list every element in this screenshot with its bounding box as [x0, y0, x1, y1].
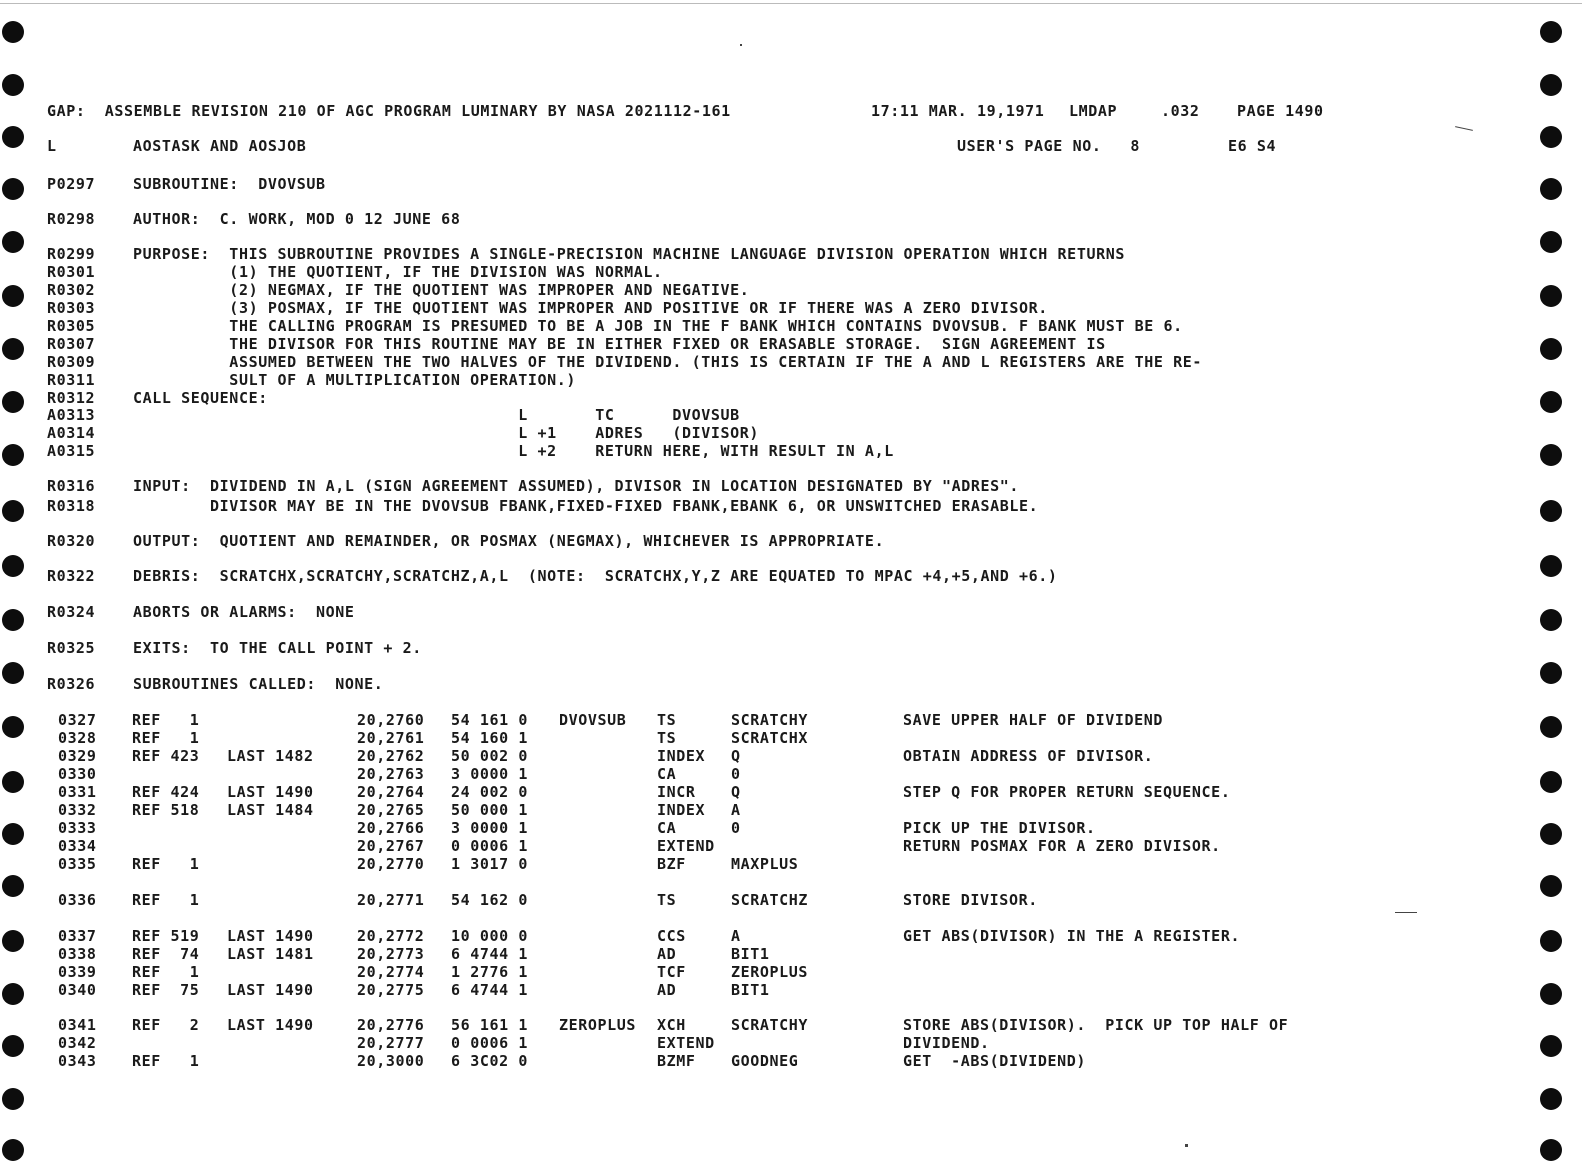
- feed-hole: [1540, 716, 1562, 738]
- feed-hole: [1540, 231, 1562, 253]
- feed-hole: [1540, 178, 1562, 200]
- comment-text: PURPOSE: THIS SUBROUTINE PROVIDES A SINGLE-PRECISION MACHINE LANGUAGE DIVISION OPERATION WHICH RETURNS: [133, 245, 1125, 263]
- opcode: BZF: [657, 855, 686, 873]
- octal-word: 50 000 1: [451, 801, 529, 819]
- feed-hole: [2, 338, 24, 360]
- opcode: INCR: [657, 783, 696, 801]
- feed-hole: [1540, 1088, 1562, 1110]
- ref-count: REF 1: [132, 891, 200, 909]
- address: 20,2777: [357, 1034, 425, 1052]
- comment-text: (1) THE QUOTIENT, IF THE DIVISION WAS NORMAL.: [133, 263, 663, 281]
- octal-word: 54 162 0: [451, 891, 529, 909]
- ref-count: REF 1: [132, 1052, 200, 1070]
- feed-hole: [1540, 1139, 1562, 1161]
- code-comment: STEP Q FOR PROPER RETURN SEQUENCE.: [903, 783, 1231, 801]
- address: 20,3000: [357, 1052, 425, 1070]
- feed-hole: [1540, 930, 1562, 952]
- section-title: AOSTASK AND AOSJOB: [133, 137, 307, 155]
- octal-word: 6 4744 1: [451, 981, 529, 999]
- comment-text: ABORTS OR ALARMS: NONE: [133, 603, 355, 621]
- operand: A: [731, 927, 741, 945]
- comment-text: L +2 RETURN HERE, WITH RESULT IN A,L: [133, 442, 894, 460]
- code-line-number: 0330: [58, 765, 97, 783]
- line-id: R0325: [47, 639, 96, 657]
- octal-word: 3 0000 1: [451, 765, 529, 783]
- last-ref: LAST 1482: [227, 747, 314, 765]
- comment-text: (2) NEGMAX, IF THE QUOTIENT WAS IMPROPER AND NEGATIVE.: [133, 281, 750, 299]
- opcode: TS: [657, 711, 677, 729]
- address: 20,2775: [357, 981, 425, 999]
- feed-hole: [1540, 285, 1562, 307]
- address: 20,2765: [357, 801, 425, 819]
- last-ref: LAST 1490: [227, 1016, 314, 1034]
- feed-hole: [1540, 555, 1562, 577]
- feed-hole: [2, 74, 24, 96]
- line-id: R0305: [47, 317, 96, 335]
- feed-hole: [2, 500, 24, 522]
- print-speck: [1185, 1144, 1188, 1147]
- octal-word: 1 3017 0: [451, 855, 529, 873]
- code-label: DVOVSUB: [559, 711, 627, 729]
- line-id: A0315: [47, 442, 96, 460]
- octal-word: 0 0006 1: [451, 837, 529, 855]
- feed-hole: [2, 126, 24, 148]
- operand: 0: [731, 765, 741, 783]
- operand: GOODNEG: [731, 1052, 799, 1070]
- code-line-number: 0329: [58, 747, 97, 765]
- code-comment: STORE DIVISOR.: [903, 891, 1038, 909]
- last-ref: LAST 1490: [227, 981, 314, 999]
- operand: 0: [731, 819, 741, 837]
- feed-hole: [1540, 1035, 1562, 1057]
- operand: SCRATCHY: [731, 711, 809, 729]
- line-id: R0298: [47, 210, 96, 228]
- feed-hole: [1540, 823, 1562, 845]
- feed-hole: [2, 444, 24, 466]
- line-id: R0309: [47, 353, 96, 371]
- code-line-number: 0339: [58, 963, 97, 981]
- octal-word: 0 0006 1: [451, 1034, 529, 1052]
- feed-hole: [1540, 500, 1562, 522]
- octal-word: 50 002 0: [451, 747, 529, 765]
- line-id: R0318: [47, 497, 96, 515]
- feed-hole: [1540, 338, 1562, 360]
- address: 20,2774: [357, 963, 425, 981]
- opcode: XCH: [657, 1016, 686, 1034]
- line-id: R0326: [47, 675, 96, 693]
- octal-word: 54 161 0: [451, 711, 529, 729]
- opcode: AD: [657, 945, 677, 963]
- opcode: BZMF: [657, 1052, 696, 1070]
- address: 20,2760: [357, 711, 425, 729]
- last-ref: LAST 1490: [227, 927, 314, 945]
- line-id: A0313: [47, 406, 96, 424]
- code-line-number: 0342: [58, 1034, 97, 1052]
- operand: SCRATCHY: [731, 1016, 809, 1034]
- line-id: R0320: [47, 532, 96, 550]
- address: 20,2764: [357, 783, 425, 801]
- header-page: PAGE 1490: [1237, 102, 1324, 120]
- print-speck: [740, 44, 742, 46]
- header-title: GAP: ASSEMBLE REVISION 210 OF AGC PROGRAM LUMINARY BY NASA 2021112-161: [47, 102, 731, 120]
- operand: BIT1: [731, 981, 770, 999]
- operand: BIT1: [731, 945, 770, 963]
- code-line-number: 0335: [58, 855, 97, 873]
- opcode: TS: [657, 891, 677, 909]
- user-page-number: USER'S PAGE NO. 8: [957, 137, 1140, 155]
- code-line-number: 0332: [58, 801, 97, 819]
- comment-text: CALL SEQUENCE:: [133, 389, 268, 407]
- code-line-number: 0337: [58, 927, 97, 945]
- address: 20,2767: [357, 837, 425, 855]
- feed-hole: [1540, 983, 1562, 1005]
- line-id: R0299: [47, 245, 96, 263]
- paper-edge: [0, 3, 1582, 4]
- feed-hole: [2, 609, 24, 631]
- last-ref: LAST 1490: [227, 783, 314, 801]
- comment-text: (3) POSMAX, IF THE QUOTIENT WAS IMPROPER AND POSITIVE OR IF THERE WAS A ZERO DIVISOR.: [133, 299, 1048, 317]
- line-id: P0297: [47, 175, 96, 193]
- opcode: CCS: [657, 927, 686, 945]
- comment-text: SUBROUTINE: DVOVSUB: [133, 175, 326, 193]
- line-id: R0322: [47, 567, 96, 585]
- feed-hole: [2, 21, 24, 43]
- address: 20,2763: [357, 765, 425, 783]
- ref-count: REF 75: [132, 981, 200, 999]
- opcode: TCF: [657, 963, 686, 981]
- line-id: R0302: [47, 281, 96, 299]
- feed-hole: [1540, 126, 1562, 148]
- address: 20,2770: [357, 855, 425, 873]
- octal-word: 56 161 1: [451, 1016, 529, 1034]
- code-line-number: 0327: [58, 711, 97, 729]
- line-id: R0312: [47, 389, 96, 407]
- operand: SCRATCHX: [731, 729, 809, 747]
- address: 20,2762: [357, 747, 425, 765]
- line-id: R0303: [47, 299, 96, 317]
- ref-count: REF 2: [132, 1016, 200, 1034]
- opcode: AD: [657, 981, 677, 999]
- feed-hole: [2, 285, 24, 307]
- feed-hole: [2, 1088, 24, 1110]
- code-line-number: 0333: [58, 819, 97, 837]
- operand: Q: [731, 747, 741, 765]
- octal-word: 6 3C02 0: [451, 1052, 529, 1070]
- comment-text: DEBRIS: SCRATCHX,SCRATCHY,SCRATCHZ,A,L (NOTE: SCRATCHX,Y,Z ARE EQUATED TO MPAC +4,+5,AND +6.): [133, 567, 1058, 585]
- code-comment: STORE ABS(DIVISOR). PICK UP TOP HALF OF: [903, 1016, 1289, 1034]
- feed-hole: [1540, 609, 1562, 631]
- feed-hole: [2, 930, 24, 952]
- address: 20,2776: [357, 1016, 425, 1034]
- comment-text: ASSUMED BETWEEN THE TWO HALVES OF THE DIVIDEND. (THIS IS CERTAIN IF THE A AND L REGISTERS ARE THE RE-: [133, 353, 1203, 371]
- code-line-number: 0336: [58, 891, 97, 909]
- address: 20,2766: [357, 819, 425, 837]
- section-letter: L: [47, 137, 57, 155]
- feed-hole: [1540, 21, 1562, 43]
- code-label: ZEROPLUS: [559, 1016, 637, 1034]
- opcode: CA: [657, 765, 677, 783]
- feed-hole: [2, 662, 24, 684]
- operand: Q: [731, 783, 741, 801]
- line-id: R0311: [47, 371, 96, 389]
- code-line-number: 0341: [58, 1016, 97, 1034]
- ref-count: REF 518: [132, 801, 200, 819]
- line-id: R0301: [47, 263, 96, 281]
- header-version: .032: [1161, 102, 1200, 120]
- feed-hole: [2, 1139, 24, 1161]
- feed-hole: [2, 231, 24, 253]
- header-lmdap: LMDAP: [1069, 102, 1118, 120]
- comment-text: EXITS: TO THE CALL POINT + 2.: [133, 639, 422, 657]
- code-line-number: 0331: [58, 783, 97, 801]
- feed-hole: [1540, 771, 1562, 793]
- ref-count: REF 423: [132, 747, 200, 765]
- code-comment: RETURN POSMAX FOR A ZERO DIVISOR.: [903, 837, 1221, 855]
- opcode: INDEX: [657, 747, 706, 765]
- feed-hole: [2, 716, 24, 738]
- comment-text: SULT OF A MULTIPLICATION OPERATION.): [133, 371, 577, 389]
- octal-word: 10 000 0: [451, 927, 529, 945]
- feed-hole: [2, 771, 24, 793]
- ref-count: REF 519: [132, 927, 200, 945]
- comment-text: OUTPUT: QUOTIENT AND REMAINDER, OR POSMAX (NEGMAX), WHICHEVER IS APPROPRIATE.: [133, 532, 885, 550]
- feed-hole: [1540, 875, 1562, 897]
- code-comment: DIVIDEND.: [903, 1034, 990, 1052]
- octal-word: 1 2776 1: [451, 963, 529, 981]
- code-line-number: 0343: [58, 1052, 97, 1070]
- code-line-number: 0338: [58, 945, 97, 963]
- feed-hole: [2, 875, 24, 897]
- comment-text: SUBROUTINES CALLED: NONE.: [133, 675, 384, 693]
- address: 20,2773: [357, 945, 425, 963]
- address: 20,2761: [357, 729, 425, 747]
- opcode: CA: [657, 819, 677, 837]
- code-comment: GET ABS(DIVISOR) IN THE A REGISTER.: [903, 927, 1241, 945]
- header-code: E6 S4: [1228, 137, 1277, 155]
- comment-text: DIVISOR MAY BE IN THE DVOVSUB FBANK,FIXED-FIXED FBANK,EBANK 6, OR UNSWITCHED ERASABLE.: [133, 497, 1039, 515]
- opcode: EXTEND: [657, 837, 715, 855]
- code-line-number: 0340: [58, 981, 97, 999]
- print-speck: [1395, 912, 1417, 913]
- line-id: R0316: [47, 477, 96, 495]
- feed-hole: [2, 983, 24, 1005]
- comment-text: INPUT: DIVIDEND IN A,L (SIGN AGREEMENT ASSUMED), DIVISOR IN LOCATION DESIGNATED BY "ADRES".: [133, 477, 1020, 495]
- code-comment: GET -ABS(DIVIDEND): [903, 1052, 1086, 1070]
- address: 20,2771: [357, 891, 425, 909]
- code-line-number: 0334: [58, 837, 97, 855]
- ref-count: REF 1: [132, 963, 200, 981]
- operand: ZEROPLUS: [731, 963, 809, 981]
- octal-word: 24 002 0: [451, 783, 529, 801]
- header-timestamp: 17:11 MAR. 19,1971: [871, 102, 1045, 120]
- feed-hole: [2, 391, 24, 413]
- octal-word: 3 0000 1: [451, 819, 529, 837]
- comment-text: L +1 ADRES (DIVISOR): [133, 424, 759, 442]
- feed-hole: [1540, 662, 1562, 684]
- code-comment: OBTAIN ADDRESS OF DIVISOR.: [903, 747, 1154, 765]
- code-line-number: 0328: [58, 729, 97, 747]
- comment-text: L TC DVOVSUB: [133, 406, 740, 424]
- feed-hole: [1540, 444, 1562, 466]
- octal-word: 6 4744 1: [451, 945, 529, 963]
- feed-hole: [2, 823, 24, 845]
- last-ref: LAST 1484: [227, 801, 314, 819]
- comment-text: AUTHOR: C. WORK, MOD 0 12 JUNE 68: [133, 210, 461, 228]
- feed-hole: [2, 1035, 24, 1057]
- opcode: INDEX: [657, 801, 706, 819]
- octal-word: 54 160 1: [451, 729, 529, 747]
- ref-count: REF 74: [132, 945, 200, 963]
- comment-text: THE CALLING PROGRAM IS PRESUMED TO BE A JOB IN THE F BANK WHICH CONTAINS DVOVSUB. F BANK MUST BE 6.: [133, 317, 1183, 335]
- operand: SCRATCHZ: [731, 891, 809, 909]
- line-id: R0324: [47, 603, 96, 621]
- ref-count: REF 1: [132, 855, 200, 873]
- ref-count: REF 424: [132, 783, 200, 801]
- ref-count: REF 1: [132, 729, 200, 747]
- feed-hole: [2, 555, 24, 577]
- code-comment: SAVE UPPER HALF OF DIVIDEND: [903, 711, 1164, 729]
- feed-hole: [2, 178, 24, 200]
- print-speck: [1455, 126, 1473, 131]
- operand: A: [731, 801, 741, 819]
- feed-hole: [1540, 74, 1562, 96]
- opcode: EXTEND: [657, 1034, 715, 1052]
- address: 20,2772: [357, 927, 425, 945]
- line-id: A0314: [47, 424, 96, 442]
- operand: MAXPLUS: [731, 855, 799, 873]
- code-comment: PICK UP THE DIVISOR.: [903, 819, 1096, 837]
- ref-count: REF 1: [132, 711, 200, 729]
- last-ref: LAST 1481: [227, 945, 314, 963]
- opcode: TS: [657, 729, 677, 747]
- line-id: R0307: [47, 335, 96, 353]
- comment-text: THE DIVISOR FOR THIS ROUTINE MAY BE IN EITHER FIXED OR ERASABLE STORAGE. SIGN AGREEMENT IS: [133, 335, 1106, 353]
- feed-hole: [1540, 391, 1562, 413]
